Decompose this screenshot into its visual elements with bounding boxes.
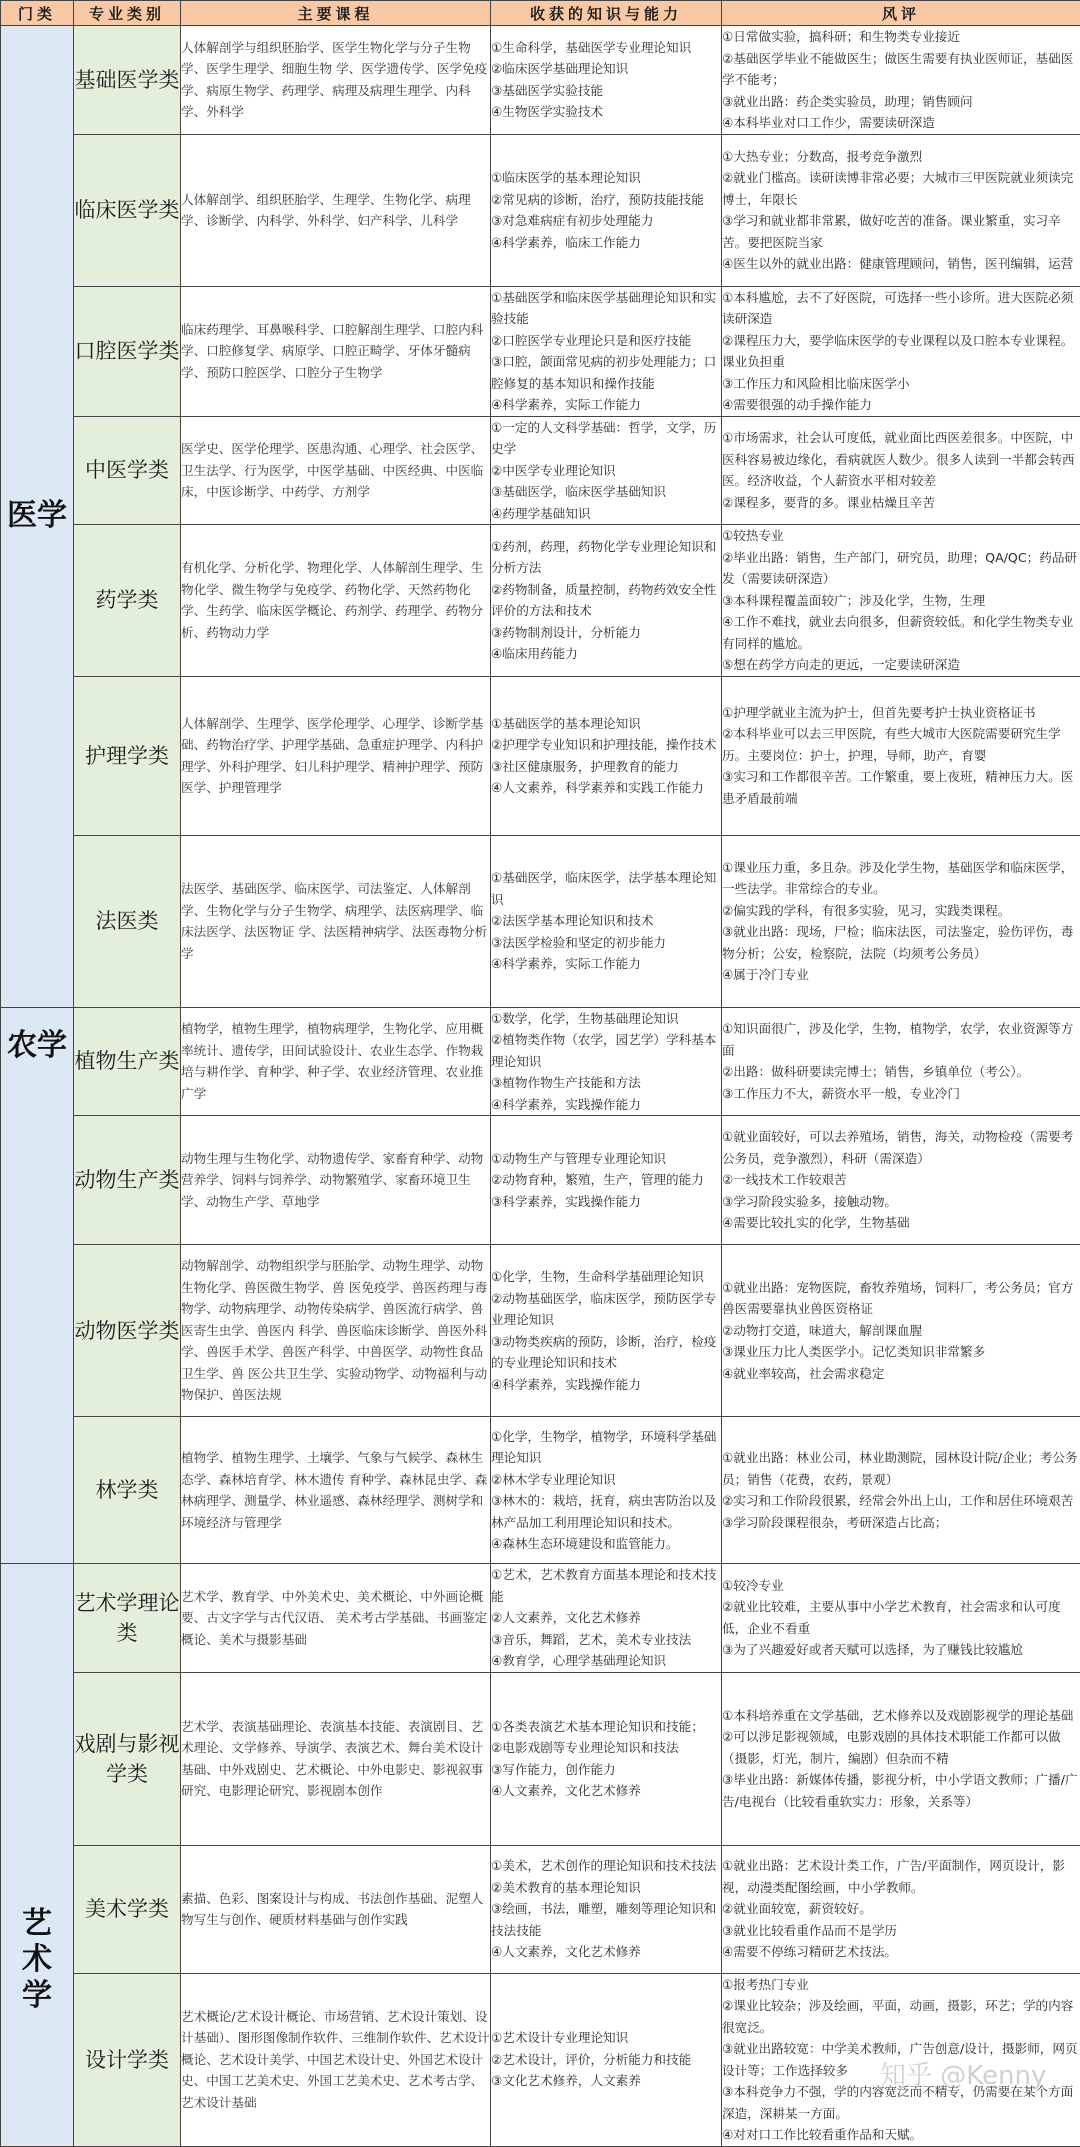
review-item: ③学习阶段实验多，接触动物。 xyxy=(722,1191,1080,1213)
table-row xyxy=(1,1007,1080,1116)
skill-item: ③药物制剂设计，分析能力 xyxy=(491,622,721,644)
courses-cell: 植物学，植物生理学，植物病理学，生物化学、应用概率统计、遗传学，田间试验设计、农业生态学、作物栽培与耕作学、育种学、种子学、农业经济管理、农业推广学 xyxy=(181,1007,491,1116)
major-type-cell xyxy=(74,286,181,416)
skill-item: ④科学素养，实践操作能力 xyxy=(491,1094,721,1116)
courses-cell: 人体解剖学、生理学、医学伦理学、心理学、诊断学基础、药物治疗学、护理学基础、急重症护理学、内科护理学、外科护理学、妇儿科护理学、精神护理学、预防医学、护理管理学 xyxy=(181,676,491,835)
table-row xyxy=(1,26,1080,135)
review-item: ①本科尴尬，去不了好医院，可选择一些小诊所。进大医院必须读研深造 xyxy=(722,287,1080,330)
courses-cell: 艺术概论/艺术设计概论、市场营销、艺术设计策划、设计基础）、图形图像制作软件、三维制作软件、艺术设计概论、艺术设计美学、中国艺术设计史、外国艺术设计史、中国工艺美术史、外国工艺美术史、艺术考古学、艺术设计基础 xyxy=(181,1973,491,2146)
skill-item: ②中医学专业理论知识 xyxy=(491,460,721,482)
review-item: ③学习和就业都非常累，做好吃苦的准备。课业繁重，实习辛苦。要把医院当家 xyxy=(722,210,1080,253)
review-item: ③就业出路：现场，尸检；临床法医，司法鉴定，验伤评伤，毒物分析；公安，检察院，法院（均须考公务员） xyxy=(722,921,1080,964)
skill-item: ②人文素养，文化艺术修养 xyxy=(491,1607,721,1629)
review-cell xyxy=(722,1007,1080,1116)
skill-item: ①生命科学，基础医学专业理论知识 xyxy=(491,37,721,59)
skill-item: ③科学素养，实践操作能力 xyxy=(491,1191,721,1213)
table-row xyxy=(1,286,1080,416)
table-row xyxy=(1,676,1080,835)
skill-item: ①基础医学和临床医学基础理论知识和实验技能 xyxy=(491,287,721,330)
header-review: 风评 xyxy=(722,1,1080,26)
major-type-label: 戏剧与影视学类 xyxy=(75,1732,180,1786)
review-item: ③课业压力比人类医学小。记忆类知识非常繁多 xyxy=(722,1341,1080,1363)
review-cell xyxy=(722,525,1080,677)
skill-item: ③写作能力，创作能力 xyxy=(491,1759,721,1781)
review-item: ③实习和工作都很辛苦。工作繁重，要上夜班，精神压力大。医患矛盾最前端 xyxy=(722,766,1080,809)
skill-item: ①基础医学的基本理论知识 xyxy=(491,713,721,735)
skill-item: ③绘画，书法，雕塑，雕刻等理论知识和技法技能 xyxy=(491,1898,721,1941)
major-type-cell xyxy=(74,416,181,525)
skills-cell xyxy=(491,1672,722,1845)
skills-cell xyxy=(491,416,722,525)
skill-item: ④科学素养，实践操作能力 xyxy=(491,1374,721,1396)
table-header xyxy=(1,1,1080,26)
major-type-cell xyxy=(74,1245,181,1417)
skill-item: ②动物基础医学，临床医学，预防医学专业理论知识 xyxy=(491,1288,721,1331)
skill-item: ①化学，生物，生命科学基础理论知识 xyxy=(491,1266,721,1288)
skill-item: ④临床用药能力 xyxy=(491,643,721,665)
major-type-cell xyxy=(74,1845,181,1973)
review-item: ②毕业出路：销售，生产部门，研究员，助理；QA/QC；药品研发（需要读研深造） xyxy=(722,547,1080,590)
review-cell xyxy=(722,416,1080,525)
major-type-label: 药学类 xyxy=(96,588,159,612)
category-label: 艺术学 xyxy=(19,1906,55,2014)
review-item: ①报考热门专业 xyxy=(722,1974,1080,1996)
skills-cell xyxy=(491,1564,722,1673)
table-row xyxy=(1,1417,1080,1564)
skill-item: ①临床医学的基本理论知识 xyxy=(491,167,721,189)
skills-cell xyxy=(491,1116,722,1245)
table-row xyxy=(1,1564,1080,1673)
review-cell xyxy=(722,676,1080,835)
review-item: ③就业出路：药企类实验员，助理；销售顾问 xyxy=(722,91,1080,113)
skills-cell xyxy=(491,525,722,677)
table-row xyxy=(1,416,1080,525)
skill-item: ②法医学基本理论知识和技术 xyxy=(491,910,721,932)
skills-cell xyxy=(491,1417,722,1564)
review-item: ①较热专业 xyxy=(722,525,1080,547)
skill-item: ②艺术设计，评价，分析能力和技能 xyxy=(491,2049,721,2071)
major-type-label: 艺术学理论类 xyxy=(75,1591,180,1645)
skill-item: ③基础医学，临床医学基础知识 xyxy=(491,481,721,503)
review-item: ②就业比较难，主要从事中小学艺术教育，社会需求和认可度低，企业不看重 xyxy=(722,1596,1080,1639)
review-item: ①大热专业；分数高，报考竞争激烈 xyxy=(722,146,1080,168)
review-item: ③本科课程覆盖面较广；涉及化学，生物，生理 xyxy=(722,590,1080,612)
skill-item: ①各类表演艺术基本理论知识和技能； xyxy=(491,1716,721,1738)
review-item: ②动物打交道，味道大，解剖课血腥 xyxy=(722,1320,1080,1342)
review-item: ④需要比较扎实的化学，生物基础 xyxy=(722,1212,1080,1234)
header-major-type: 专业类别 xyxy=(74,1,181,26)
skill-item: ②口腔医学专业理论只是和医疗技能 xyxy=(491,330,721,352)
skill-item: ①一定的人文科学基础：哲学，文学，历史学 xyxy=(491,417,721,460)
skill-item: ④药理学基础知识 xyxy=(491,503,721,525)
skills-cell xyxy=(491,1973,722,2146)
review-cell xyxy=(722,1245,1080,1417)
review-cell xyxy=(722,286,1080,416)
review-cell xyxy=(722,1564,1080,1673)
skill-item: ②常见病的诊断，治疗，预防技能技能 xyxy=(491,189,721,211)
skill-item: ③动物类疾病的预防，诊断，治疗，检疫的专业理论知识和技术 xyxy=(491,1331,721,1374)
courses-cell: 艺术学、教育学、中外美术史、美术概论、中外画论概要、古文字学与古代汉语、 美术考古学基础、书画鉴定概论、美术与摄影基础 xyxy=(181,1564,491,1673)
header-courses: 主要课程 xyxy=(181,1,491,26)
skill-item: ③植物作物生产技能和方法 xyxy=(491,1072,721,1094)
table-row xyxy=(1,1845,1080,1973)
skill-item: ②植物类作物（农学，园艺学）学科基本理论知识 xyxy=(491,1029,721,1072)
courses-cell: 动物生理与生物化学、动物遗传学、家畜育种学、动物营养学、饲料与饲养学、动物繁殖学、家畜环境卫生学、动物生产学、草地学 xyxy=(181,1116,491,1245)
skill-item: ④教育学，心理学基础理论知识 xyxy=(491,1650,721,1672)
skill-item: ②动物育种，繁殖，生产，管理的能力 xyxy=(491,1169,721,1191)
skills-cell xyxy=(491,286,722,416)
review-item: ③本科竞争力不强，学的内容宽泛而不精专，仍需要在某个方面深造，深耕某一方面。 xyxy=(722,2081,1080,2124)
review-cell xyxy=(722,26,1080,135)
courses-cell: 素描、色彩、图案设计与构成、书法创作基础、泥塑人物写生与创作、硬质材料基础与创作实践 xyxy=(181,1845,491,1973)
skill-item: ②药物制备，质量控制，药物药效安全性评价的方法和技术 xyxy=(491,579,721,622)
skill-item: ③基础医学实验技能 xyxy=(491,80,721,102)
review-cell xyxy=(722,1672,1080,1845)
major-type-cell xyxy=(74,1116,181,1245)
review-cell xyxy=(722,835,1080,1007)
review-item: ④对对口工作比较看重作品和天赋。 xyxy=(722,2124,1080,2146)
major-type-cell xyxy=(74,525,181,677)
skill-item: ④科学素养，实际工作能力 xyxy=(491,394,721,416)
review-item: ②可以涉足影视领域，电影戏剧的具体技术职能工作都可以做（摄影，灯光，制片，编剧）但杂而不精 xyxy=(722,1726,1080,1769)
review-item: ①较冷专业 xyxy=(722,1575,1080,1597)
table-row xyxy=(1,1973,1080,2146)
major-type-label: 植物生产类 xyxy=(75,1049,180,1073)
review-item: ②课程压力大，要学临床医学的专业课程以及口腔本专业课程。课业负担重 xyxy=(722,330,1080,373)
major-type-cell xyxy=(74,835,181,1007)
major-type-label: 中医学类 xyxy=(85,458,169,482)
review-item: ②本科毕业可以去三甲医院，有些大城市大医院需要研究生学历。主要岗位：护士，护理，导师，助产，育婴 xyxy=(722,723,1080,766)
review-item: ④工作不难找，就业去向很多，但薪资较低。和化学生物类专业有同样的尴尬。 xyxy=(722,611,1080,654)
review-item: ②就业面较宽，薪资较好。 xyxy=(722,1898,1080,1920)
major-type-cell xyxy=(74,26,181,135)
review-item: ②实习和工作阶段很累，经常会外出上山，工作和居住环境艰苦 xyxy=(722,1490,1080,1512)
category-cell xyxy=(1,1007,74,1564)
courses-cell: 植物学、植物生理学、土壤学、气象与气候学、森林生态学、森林培育学、林木遗传 育种学、森林昆虫学、森林病理学、测量学、林业遥感、森林经理学、测树学和环境经济与管理学 xyxy=(181,1417,491,1564)
skills-cell xyxy=(491,1845,722,1973)
major-type-label: 动物医学类 xyxy=(75,1319,180,1343)
major-type-label: 设计学类 xyxy=(85,2048,169,2072)
major-type-label: 法医类 xyxy=(96,909,159,933)
review-item: ①护理学就业主流为护士，但首先要考护士执业资格证书 xyxy=(722,702,1080,724)
review-item: ②就业门槛高。读研读博非常必要；大城市三甲医院就业须读完博士，年限长 xyxy=(722,167,1080,210)
skill-item: ③音乐，舞蹈，艺术，美术专业技法 xyxy=(491,1629,721,1651)
review-item: ①本科培养重在文学基础，艺术修养以及戏剧影视学的理论基础 xyxy=(722,1705,1080,1727)
major-type-cell xyxy=(74,1417,181,1564)
major-type-cell xyxy=(74,1973,181,2146)
review-item: ②偏实践的学科，有很多实验，见习，实践类课程。 xyxy=(722,900,1080,922)
table-row xyxy=(1,1672,1080,1845)
review-item: ①课业压力重，多且杂。涉及化学生物，基础医学和临床医学，一些法学。非常综合的专业。 xyxy=(722,857,1080,900)
table-body xyxy=(1,26,1080,2147)
table-row xyxy=(1,525,1080,677)
major-type-cell xyxy=(74,1564,181,1673)
review-item: ④就业率较高，社会需求稳定 xyxy=(722,1363,1080,1385)
courses-cell: 动物解剖学、动物组织学与胚胎学、动物生理学、动物生物化学、兽医微生物学、兽 医免疫学、兽医药理与毒物学、动物病理学、动物传染病学、兽医流行病学、兽医寄生虫学、兽医内 科学、兽医临床诊断学、兽医外科学、兽医手术学、兽医产科学、中兽医学、动物性食品卫生学、兽 医公共卫生学、实验动物学、动物福利与动物保护、兽医法规 xyxy=(181,1245,491,1417)
review-item: ①就业出路：林业公司，林业勘测院，园林设计院/企业；考公务员；销售（花费，农药，景观） xyxy=(722,1447,1080,1490)
review-item: ③学习阶段课程很杂，考研深造占比高； xyxy=(722,1512,1080,1534)
major-type-cell xyxy=(74,1007,181,1116)
header-skills: 收获的知识与能力 xyxy=(491,1,722,26)
major-type-cell xyxy=(74,676,181,835)
skill-item: ③法医学检验和坚定的初步能力 xyxy=(491,932,721,954)
courses-cell: 临床药理学、耳鼻喉科学、口腔解剖生理学、口腔内科学、口腔修复学、病原学、口腔正畸学、牙体牙髓病学、预防口腔医学、口腔分子生物学 xyxy=(181,286,491,416)
major-type-label: 动物生产类 xyxy=(75,1168,180,1192)
review-cell xyxy=(722,1116,1080,1245)
skills-cell xyxy=(491,835,722,1007)
review-item: ③工作压力不大，薪资水平一般，专业冷门 xyxy=(722,1083,1080,1105)
courses-cell: 有机化学、分析化学、物理化学、人体解剖生理学、生物化学、微生物学与免疫学、药物化学、天然药物化学、生药学、临床医学概论、药剂学、药理学、药物分析、药物动力学 xyxy=(181,525,491,677)
skills-cell xyxy=(491,1007,722,1116)
major-type-cell xyxy=(74,1672,181,1845)
major-type-label: 口腔医学类 xyxy=(75,339,180,363)
review-item: ②一线技术工作较艰苦 xyxy=(722,1169,1080,1191)
table-row xyxy=(1,1116,1080,1245)
major-type-label: 林学类 xyxy=(96,1478,159,1502)
review-item: ①就业出路：艺术设计类工作，广告/平面制作，网页设计，影视，动漫类配图绘画，中小学教师。 xyxy=(722,1855,1080,1898)
skill-item: ④人文素养，文化艺术修养 xyxy=(491,1941,721,1963)
review-item: ②出路：做科研要读完博士；销售，乡镇单位（考公）。 xyxy=(722,1061,1080,1083)
review-item: ③工作压力和风险相比临床医学小 xyxy=(722,373,1080,395)
skill-item: ④森林生态环境建设和监管能力。 xyxy=(491,1533,721,1555)
skills-cell xyxy=(491,26,722,135)
skill-item: ④人文素养，科学素养和实践工作能力 xyxy=(491,777,721,799)
skill-item: ①美术，艺术创作的理论知识和技术技法 xyxy=(491,1855,721,1877)
major-type-cell xyxy=(74,134,181,286)
review-item: ④属于冷门专业 xyxy=(722,964,1080,986)
skill-item: ③口腔，颌面常见病的初步处理能力；口腔修复的基本知识和操作技能 xyxy=(491,351,721,394)
review-item: ③为了兴趣爱好或者天赋可以选择，为了赚钱比较尴尬 xyxy=(722,1639,1080,1661)
review-item: ①就业面较好，可以去养殖场，销售，海关，动物检疫（需要考公务员，竞争激烈），科研（需深造） xyxy=(722,1126,1080,1169)
skill-item: ①动物生产与管理专业理论知识 xyxy=(491,1148,721,1170)
review-item: ③毕业出路：新媒体传播，影视分析，中小学语文教师；广播/广告/电视台（比较看重软实力：形象，关系等） xyxy=(722,1769,1080,1812)
review-item: ④医生以外的就业出路：健康管理顾问，销售，医刊编辑，运营 xyxy=(722,253,1080,275)
review-item: ③就业比较看重作品而不是学历 xyxy=(722,1920,1080,1942)
header-category: 门类 xyxy=(1,1,74,26)
skill-item: ③社区健康服务，护理教育的能力 xyxy=(491,756,721,778)
review-item: ④本科毕业对口工作少，需要读研深造 xyxy=(722,112,1080,134)
courses-cell: 法医学、基础医学、临床医学、司法鉴定、人体解剖学、生物化学与分子生物学、病理学、法医病理学、临床法医学、法医物证 学、法医精神病学、法医毒物分析学 xyxy=(181,835,491,1007)
category-label: 医学 xyxy=(7,498,67,533)
watermark: 知乎 @Kenny xyxy=(880,2055,1046,2092)
review-item: ⑤想在药学方向走的更远，一定要读研深造 xyxy=(722,654,1080,676)
courses-cell: 医学史、医学伦理学、医患沟通、心理学、社会医学、卫生法学、行为医学，中医学基础、中医经典、中医临床，中医诊断学、中药学、方剂学 xyxy=(181,416,491,525)
courses-cell: 人体解剖学与组织胚胎学、医学生物化学与分子生物学、医学生理学、细胞生物 学、医学遗传学、医学免疫学、病原生物学、药理学、病理及病理生理学、内科学、外科学 xyxy=(181,26,491,135)
skill-item: ③林木的：栽培，抚育，病虫害防治以及林产品加工利用理论知识和技术。 xyxy=(491,1490,721,1533)
category-label: 农学 xyxy=(7,1028,67,1063)
review-item: ①市场需求，社会认可度低，就业面比西医差很多。中医院，中医科容易被边缘化，看病就医人数少。很多人读到一半都会转西医。经济收益，个人薪资水平相对较差 xyxy=(722,427,1080,492)
category-cell xyxy=(1,1564,74,2147)
major-type-label: 美术学类 xyxy=(85,1897,169,1921)
major-type-label: 基础医学类 xyxy=(75,68,180,92)
review-item: ①日常做实验，搞科研；和生物类专业接近 xyxy=(722,26,1080,48)
skill-item: ②美术教育的基本理论知识 xyxy=(491,1877,721,1899)
skill-item: ④科学素养，实际工作能力 xyxy=(491,953,721,975)
skill-item: ②林木学专业理论知识 xyxy=(491,1469,721,1491)
review-cell xyxy=(722,1973,1080,2146)
skill-item: ①数学，化学，生物基础理论知识 xyxy=(491,1008,721,1030)
skill-item: ④人文素养，文化艺术修养 xyxy=(491,1780,721,1802)
skill-item: ①艺术，艺术教育方面基本理论和技术技能 xyxy=(491,1564,721,1607)
skill-item: ④生物医学实验技术 xyxy=(491,101,721,123)
skill-item: ②护理学专业知识和护理技能，操作技术 xyxy=(491,734,721,756)
skill-item: ②临床医学基础理论知识 xyxy=(491,58,721,80)
review-item: ②基础医学毕业不能做医生；做医生需要有执业医师证，基础医学不能考； xyxy=(722,48,1080,91)
courses-cell: 艺术学、表演基础理论、表演基本技能、表演剧目、艺术理论、文学修养、导演学、表演艺术、舞台美术设计基础、中外戏剧史、艺术概论、中外电影史、影视叙事研究、电影理论研究、影视剧本创作 xyxy=(181,1672,491,1845)
table-row xyxy=(1,1245,1080,1417)
review-cell xyxy=(722,134,1080,286)
skill-item: ③文化艺术修养，人文素养 xyxy=(491,2070,721,2092)
skills-cell xyxy=(491,676,722,835)
table-row xyxy=(1,134,1080,286)
skills-cell xyxy=(491,1245,722,1417)
review-item: ②课业比较杂；涉及绘画，平面，动画，摄影，环艺；学的内容很宽泛。 xyxy=(722,1995,1080,2038)
major-type-label: 护理学类 xyxy=(85,744,169,768)
review-cell xyxy=(722,1845,1080,1973)
courses-cell: 人体解剖学、组织胚胎学、生理学、生物化学、病理学、诊断学、内科学、外科学、妇产科学、儿科学 xyxy=(181,134,491,286)
review-item: ①就业出路：宠物医院，畜牧养殖场，饲料厂，考公务员；官方兽医需要靠执业兽医资格证 xyxy=(722,1277,1080,1320)
review-item: ①知识面很广，涉及化学，生物，植物学，农学，农业资源等方面 xyxy=(722,1018,1080,1061)
skill-item: ①药剂，药理，药物化学专业理论知识和分析方法 xyxy=(491,536,721,579)
review-item: ④需要很强的动手操作能力 xyxy=(722,394,1080,416)
review-item: ④需要不停练习精研艺术技法。 xyxy=(722,1941,1080,1963)
table-row xyxy=(1,835,1080,1007)
skill-item: ②电影戏剧等专业理论知识和技法 xyxy=(491,1737,721,1759)
major-type-label: 临床医学类 xyxy=(75,198,180,222)
review-cell xyxy=(722,1417,1080,1564)
category-cell xyxy=(1,26,74,1008)
review-item: ②课程多，要背的多。课业枯燥且辛苦 xyxy=(722,492,1080,514)
skill-item: ③对急难病症有初步处理能力 xyxy=(491,210,721,232)
skill-item: ①化学，生物学，植物学，环境科学基础理论知识 xyxy=(491,1426,721,1469)
skill-item: ①艺术设计专业理论知识 xyxy=(491,2027,721,2049)
skill-item: ④科学素养，临床工作能力 xyxy=(491,232,721,254)
review-item: ③就业出路较宽：中学美术教师，广告创意/设计，摄影师，网页设计等；工作选择较多 xyxy=(722,2038,1080,2081)
skills-cell xyxy=(491,134,722,286)
skill-item: ①基础医学，临床医学，法学基本理论知识 xyxy=(491,867,721,910)
